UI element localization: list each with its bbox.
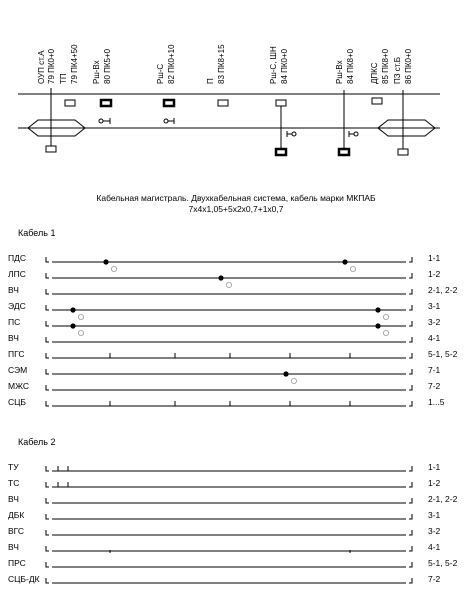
tap-point-marker: [78, 314, 83, 319]
cable-row: [8, 494, 458, 504]
row-pair: 3-2: [428, 526, 441, 536]
tap-point: [375, 307, 380, 312]
station-pk: 80 ПК5+0: [103, 48, 112, 84]
track-plan: [18, 88, 440, 155]
row-label: ТУ: [8, 462, 19, 472]
row-pair: 3-1: [428, 301, 441, 311]
cable-row: [8, 526, 441, 536]
tap-point-marker: [78, 330, 83, 335]
tap-point-marker: [383, 314, 388, 319]
cabinet-icon: [218, 100, 228, 106]
cable-row: [8, 285, 458, 295]
row-start-mark: [46, 562, 49, 567]
station-name: ПЗ ст.Б: [393, 56, 402, 84]
row-pair: 3-1: [428, 510, 441, 520]
row-pair: 1-2: [428, 269, 441, 279]
row-start-mark: [46, 289, 49, 294]
row-start-mark: [46, 321, 49, 326]
row-start-mark: [46, 305, 49, 310]
station-pk: 84 ПК8+0: [346, 48, 355, 84]
cable-row: [8, 269, 441, 279]
cable-row: [8, 349, 458, 359]
tap-point: [218, 275, 223, 280]
station-name: Рш-С: [156, 63, 165, 84]
cable-row: [8, 510, 441, 520]
signal-icon: [349, 131, 358, 137]
cable-2-rows: [8, 462, 458, 584]
row-pair: 1-1: [428, 253, 441, 263]
row-label: ЭДС: [8, 301, 26, 311]
tap-point: [375, 323, 380, 328]
row-start-mark: [46, 466, 49, 471]
row-pair: 5-1, 5-2: [428, 349, 458, 359]
row-pair: 1...5: [428, 397, 445, 407]
station-pk: 86 ПК0+0: [404, 48, 413, 84]
row-end-mark: [409, 514, 412, 519]
row-label: СЦБ-ДК: [8, 574, 40, 584]
row-start-mark: [58, 466, 61, 471]
row-label: СЭМ: [8, 365, 28, 375]
row-label: ПРС: [8, 558, 26, 568]
row-start-mark: [46, 401, 49, 406]
row-pair: 2-1, 2-2: [428, 494, 458, 504]
cable-1-title: Кабель 1: [18, 228, 56, 238]
row-end-mark: [409, 257, 412, 262]
station-pk: 79 ПК4+50: [70, 44, 79, 84]
row-label: ЛПС: [8, 269, 26, 279]
station-name: Рш-С, ШН: [269, 46, 278, 84]
station-name: П: [206, 78, 215, 84]
row-end-mark: [409, 305, 412, 310]
row-end-mark: [409, 466, 412, 471]
row-start-mark: [46, 385, 49, 390]
row-start-mark: [46, 273, 49, 278]
row-pair: 4-1: [428, 333, 441, 343]
row-start-mark: [46, 369, 49, 374]
tap-point-marker: [350, 266, 355, 271]
cable-row: [8, 333, 441, 343]
row-start-mark: [46, 514, 49, 519]
row-label: ВЧ: [8, 285, 19, 295]
row-label: ПС: [8, 317, 21, 327]
station-pk: 79 ПК0+0: [47, 48, 56, 84]
row-start-mark: [46, 530, 49, 535]
row-start-mark: [68, 466, 71, 471]
row-pair: 2-1, 2-2: [428, 285, 458, 295]
station-name: Рш-Вх: [92, 60, 101, 84]
signal-cabinet-icon: [164, 100, 174, 106]
row-end-mark: [409, 530, 412, 535]
cabinet-icon: [398, 149, 408, 155]
row-end-mark: [409, 369, 412, 374]
cable-row: [8, 574, 441, 584]
row-end-mark: [409, 289, 412, 294]
row-label: ВГС: [8, 526, 25, 536]
signal-icon: [164, 118, 174, 124]
cable-row: [8, 381, 441, 391]
row-end-mark: [409, 353, 412, 358]
station-name: ОУП ст.А: [37, 50, 46, 84]
row-pair: 7-2: [428, 381, 441, 391]
tap-point-marker: [226, 282, 231, 287]
row-start-mark: [46, 337, 49, 342]
cable-row: [8, 478, 441, 488]
row-end-mark: [409, 337, 412, 342]
row-label: ВЧ: [8, 494, 19, 504]
tap-point: [283, 371, 288, 376]
station-name: ТП: [59, 73, 68, 84]
cable-row: [8, 542, 441, 552]
cabinet-icon: [65, 100, 75, 106]
row-label: МЖС: [8, 381, 29, 391]
row-end-mark: [409, 385, 412, 390]
row-end-mark: [409, 562, 412, 567]
cabinet-icon: [276, 100, 286, 106]
row-pair: 1-2: [428, 478, 441, 488]
row-end-mark: [409, 273, 412, 278]
signal-icon: [99, 118, 110, 124]
row-label: ПДС: [8, 253, 27, 263]
row-label: СЦБ: [8, 397, 27, 407]
row-start-mark: [46, 353, 49, 358]
station-name: Рш-Вх: [335, 60, 344, 84]
row-label: ВЧ: [8, 333, 19, 343]
row-end-mark: [409, 321, 412, 326]
tap-point: [103, 259, 108, 264]
station-pk: 85 ПК8+0: [381, 48, 390, 84]
caption-line-2: 7x4x1,05+5x2x0,7+1x0,7: [188, 204, 284, 214]
cabinet-icon: [46, 146, 56, 152]
row-label: ПГС: [8, 349, 25, 359]
row-start-mark: [58, 482, 61, 487]
caption-line-1: Кабельная магистраль. Двухкабельная система, кабель марки МКПАБ: [96, 193, 376, 203]
cable-1-rows: [8, 253, 458, 407]
row-pair: 5-1, 5-2: [428, 558, 458, 568]
row-start-mark: [46, 482, 49, 487]
row-end-mark: [409, 546, 412, 551]
cable-2-title: Кабель 2: [18, 437, 56, 447]
row-start-mark: [46, 578, 49, 583]
station-pk: 83 ПК8+15: [217, 44, 226, 84]
station-labels: [37, 44, 413, 84]
tap-point-marker: [291, 378, 296, 383]
signal-cabinet-icon: [276, 149, 286, 155]
station-pk: 82 ПК0+10: [167, 44, 176, 84]
cabinet-icon: [372, 98, 382, 104]
row-pair: 3-2: [428, 317, 441, 327]
signal-cabinet-icon: [101, 100, 111, 106]
row-label: ТС: [8, 478, 20, 488]
cable-row: [8, 558, 458, 568]
station-pk: 84 ПК0+0: [280, 48, 289, 84]
station-name: ДПКС: [370, 62, 379, 84]
row-start-mark: [46, 257, 49, 262]
row-end-mark: [409, 401, 412, 406]
row-pair: 7-2: [428, 574, 441, 584]
signal-icon: [287, 131, 296, 137]
row-end-mark: [409, 498, 412, 503]
row-start-mark: [46, 498, 49, 503]
tap-point-marker: [383, 330, 388, 335]
cable-row: [8, 365, 441, 375]
row-pair: 4-1: [428, 542, 441, 552]
row-label: ДБК: [8, 510, 25, 520]
row-pair: 7-1: [428, 365, 441, 375]
cable-row: [8, 462, 441, 472]
cable-row: [8, 397, 445, 407]
tap-point-marker: [111, 266, 116, 271]
row-start-mark: [68, 482, 71, 487]
signal-cabinet-icon: [339, 149, 349, 155]
row-end-mark: [409, 578, 412, 583]
row-end-mark: [409, 482, 412, 487]
row-pair: 1-1: [428, 462, 441, 472]
cable-row: [8, 253, 441, 263]
row-label: ВЧ: [8, 542, 19, 552]
row-start-mark: [46, 546, 49, 551]
tap-point: [70, 323, 75, 328]
tap-point: [342, 259, 347, 264]
tap-point: [70, 307, 75, 312]
